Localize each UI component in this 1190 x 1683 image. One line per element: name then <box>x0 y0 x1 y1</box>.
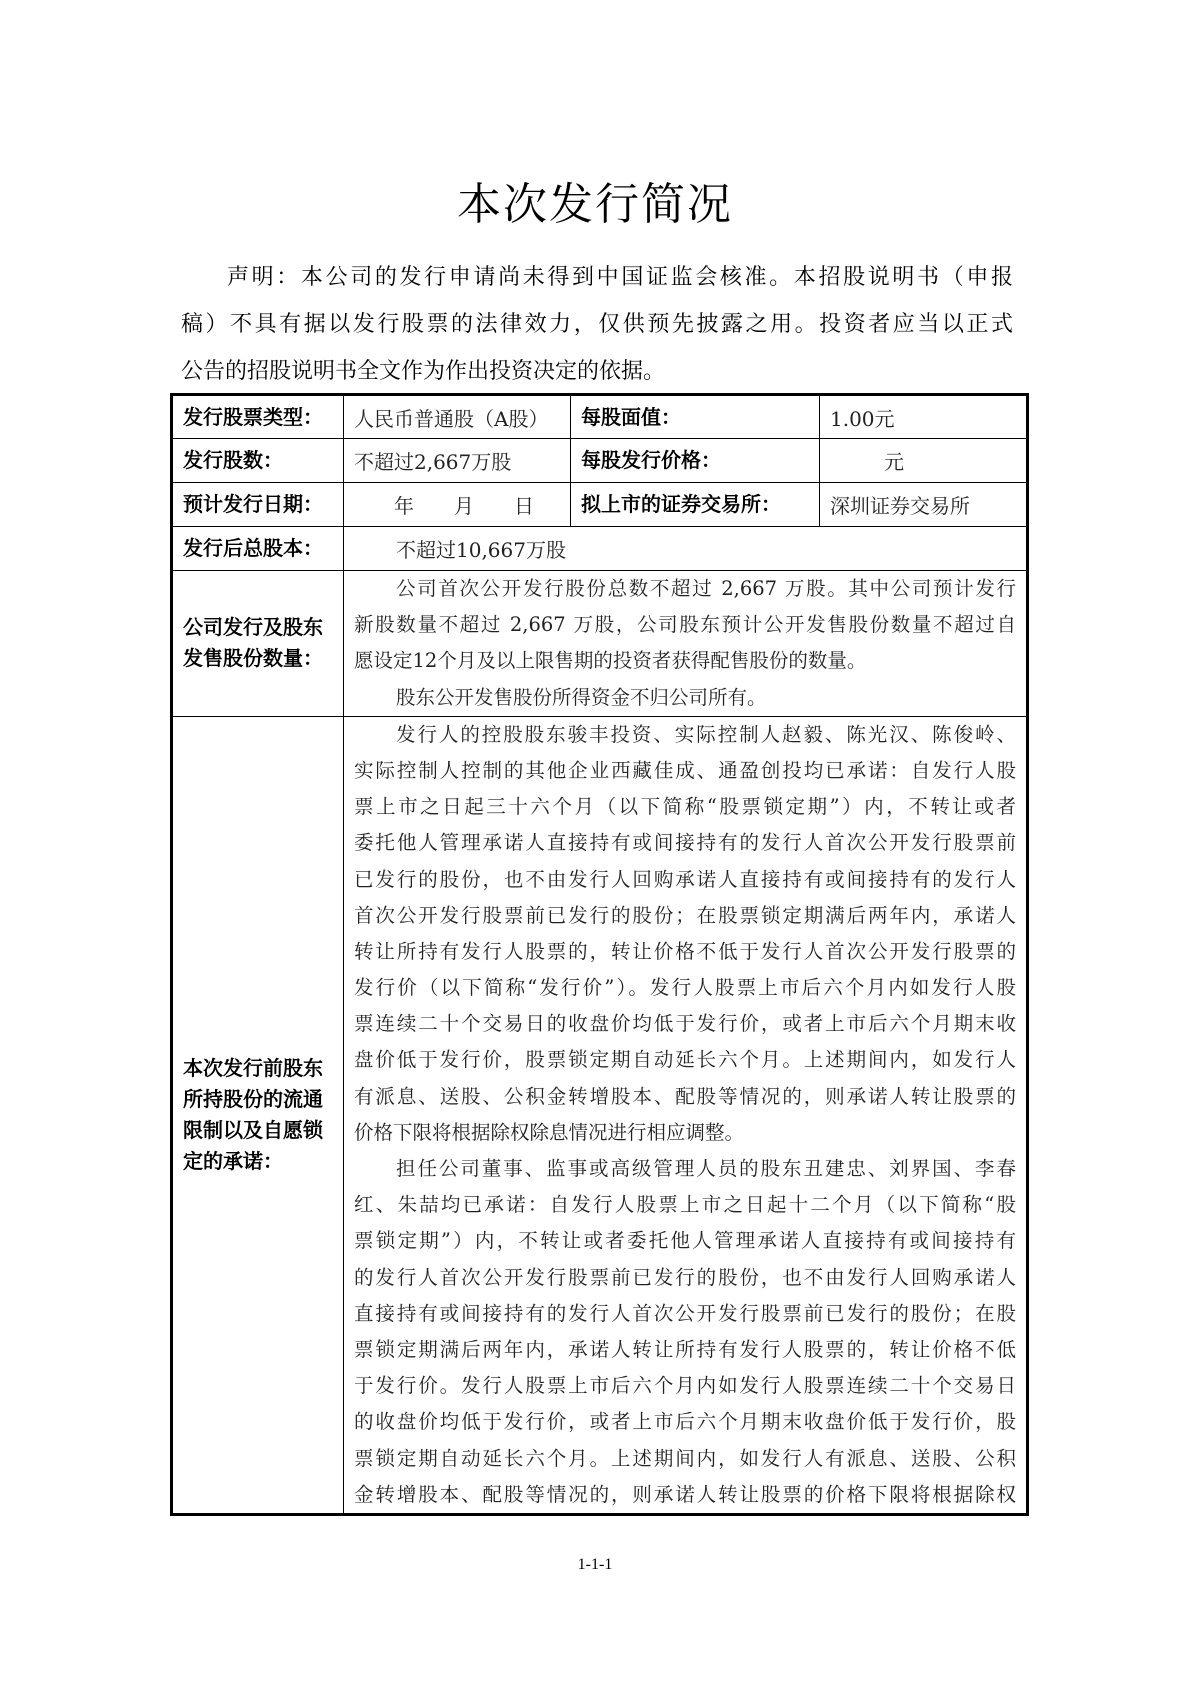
text-line: 公司首次公开发行股份总数不超过 2,667 万股。其中公司预计发行 <box>396 577 1016 600</box>
text-line: 于发行价。发行人股票上市后六个月内如发行人股票连续二十个交易日 <box>354 1374 1016 1398</box>
table-row <box>172 395 1028 439</box>
stock-type-label: 发行股票类型： <box>172 395 344 439</box>
date-label: 预计发行日期： <box>172 483 344 527</box>
text-line: 盘价低于发行价，股票锁定期自动延长六个月。上述期间内，如发行人 <box>354 1048 1016 1072</box>
price-label: 每股发行价格： <box>571 439 820 483</box>
shares-value: 不超过2,667万股 <box>344 439 571 483</box>
text-line: 金转增股本、配股等情况的，则承诺人转让股票的价格下限将根据除权 <box>354 1482 1016 1506</box>
lockup-label: 本次发行前股东所持股份的流通限制以及自愿锁定的承诺： <box>172 716 344 1514</box>
text-line: 直接持有或间接持有的发行人首次公开发行股票前已发行的股份；在股 <box>354 1301 1016 1325</box>
declaration-line: 公告的招股说明书全文作为作出投资决定的依据。 <box>181 359 666 384</box>
text-line: 的发行人首次公开发行股票前已发行的股份，也不由发行人回购承诺人 <box>354 1265 1016 1289</box>
text-line: 委托他人管理承诺人直接持有或间接持有的发行人首次公开发行股票前 <box>354 831 1016 855</box>
declaration-line: 稿）不具有据以发行股票的法律效力，仅供预先披露之用。投资者应当以正式 <box>181 312 1013 337</box>
text-line: 发行价（以下简称“发行价”）。发行人股票上市后六个月内如发行人股 <box>354 976 1016 1000</box>
offering-summary-table <box>170 393 1029 1516</box>
text-line: 价格下限将根据除权除息情况进行相应调整。 <box>354 1120 745 1144</box>
text-line: 实际控制人控制的其他企业西藏佳成、通盈创投均已承诺：自发行人股 <box>354 758 1016 782</box>
price-value: 元 <box>820 439 1028 483</box>
text-line: 愿设定12个月及以上限售期的投资者获得配售股份的数量。 <box>354 649 867 673</box>
page-number: 1-1-1 <box>577 1556 613 1573</box>
text-line: 票锁定期自动延长六个月。上述期间内，如发行人有派息、送股、公积 <box>354 1446 1016 1470</box>
table-row <box>172 527 1028 571</box>
text-line: 票上市之日起三十六个月（以下简称“股票锁定期”）内，不转让或者 <box>354 795 1016 819</box>
text-line: 转让所持有发行人股票的，转让价格不低于发行人首次公开发行股票的 <box>354 939 1016 963</box>
stock-type-value: 人民币普通股（A股） <box>344 395 571 439</box>
text-line: 票锁定期”）内，不转让或者委托他人管理承诺人直接持有或间接持有 <box>354 1229 1016 1253</box>
text-line: 有派息、送股、公积金转增股本、配股等情况的，则承诺人转让股票的 <box>354 1084 1016 1108</box>
table-row <box>172 483 1028 527</box>
par-value-value: 1.00元 <box>820 395 1028 439</box>
text-line: 首次公开发行股票前已发行的股份；在股票锁定期满后两年内，承诺人 <box>354 903 1016 927</box>
exchange-value: 深圳证券交易所 <box>820 483 1028 527</box>
table-row <box>172 716 1028 1514</box>
text-line: 的收盘价均低于发行价，或者上市后六个月期末收盘价低于发行价，股 <box>354 1410 1016 1434</box>
shares-label: 发行股数： <box>172 439 344 483</box>
total-value: 不超过10,667万股 <box>344 527 1028 571</box>
text-line: 票连续二十个交易日的收盘价均低于发行价，或者上市后六个月期末收 <box>354 1012 1016 1036</box>
lockup-text <box>344 716 1028 1514</box>
par-value-label: 每股面值： <box>571 395 820 439</box>
text-line: 新股数量不超过 2,667 万股，公司股东预计公开发售股份数量不超过自 <box>354 613 1016 637</box>
text-line: 已发行的股份，也不由发行人回购承诺人直接持有或间接持有的发行人 <box>354 867 1016 891</box>
table-row <box>172 571 1028 717</box>
exchange-label: 拟上市的证券交易所： <box>571 483 820 527</box>
text-line: 担任公司董事、监事或高级管理人员的股东丑建忠、刘界国、李春 <box>396 1157 1016 1180</box>
date-value: 年 月 日 <box>344 483 571 527</box>
text-line: 票锁定期满后两年内，承诺人转让所持有发行人股票的，转让价格不低 <box>354 1337 1016 1361</box>
text-line: 股东公开发售股份所得资金不归公司所有。 <box>396 685 767 709</box>
text-line: 红、朱喆均已承诺：自发行人股票上市之日起十二个月（以下简称“股 <box>354 1193 1016 1217</box>
declaration <box>181 254 1013 395</box>
total-label: 发行后总股本： <box>172 527 344 571</box>
table-row <box>172 439 1028 483</box>
offer-label: 公司发行及股东发售股份数量： <box>172 571 344 717</box>
offer-text <box>344 571 1028 717</box>
page-title: 本次发行简况 <box>457 179 733 230</box>
declaration-line: 声明：本公司的发行申请尚未得到中国证监会核准。本招股说明书（申报 <box>227 265 1013 290</box>
text-line: 发行人的控股股东骏丰投资、实际控制人赵毅、陈光汉、陈俊岭、 <box>396 722 1016 746</box>
